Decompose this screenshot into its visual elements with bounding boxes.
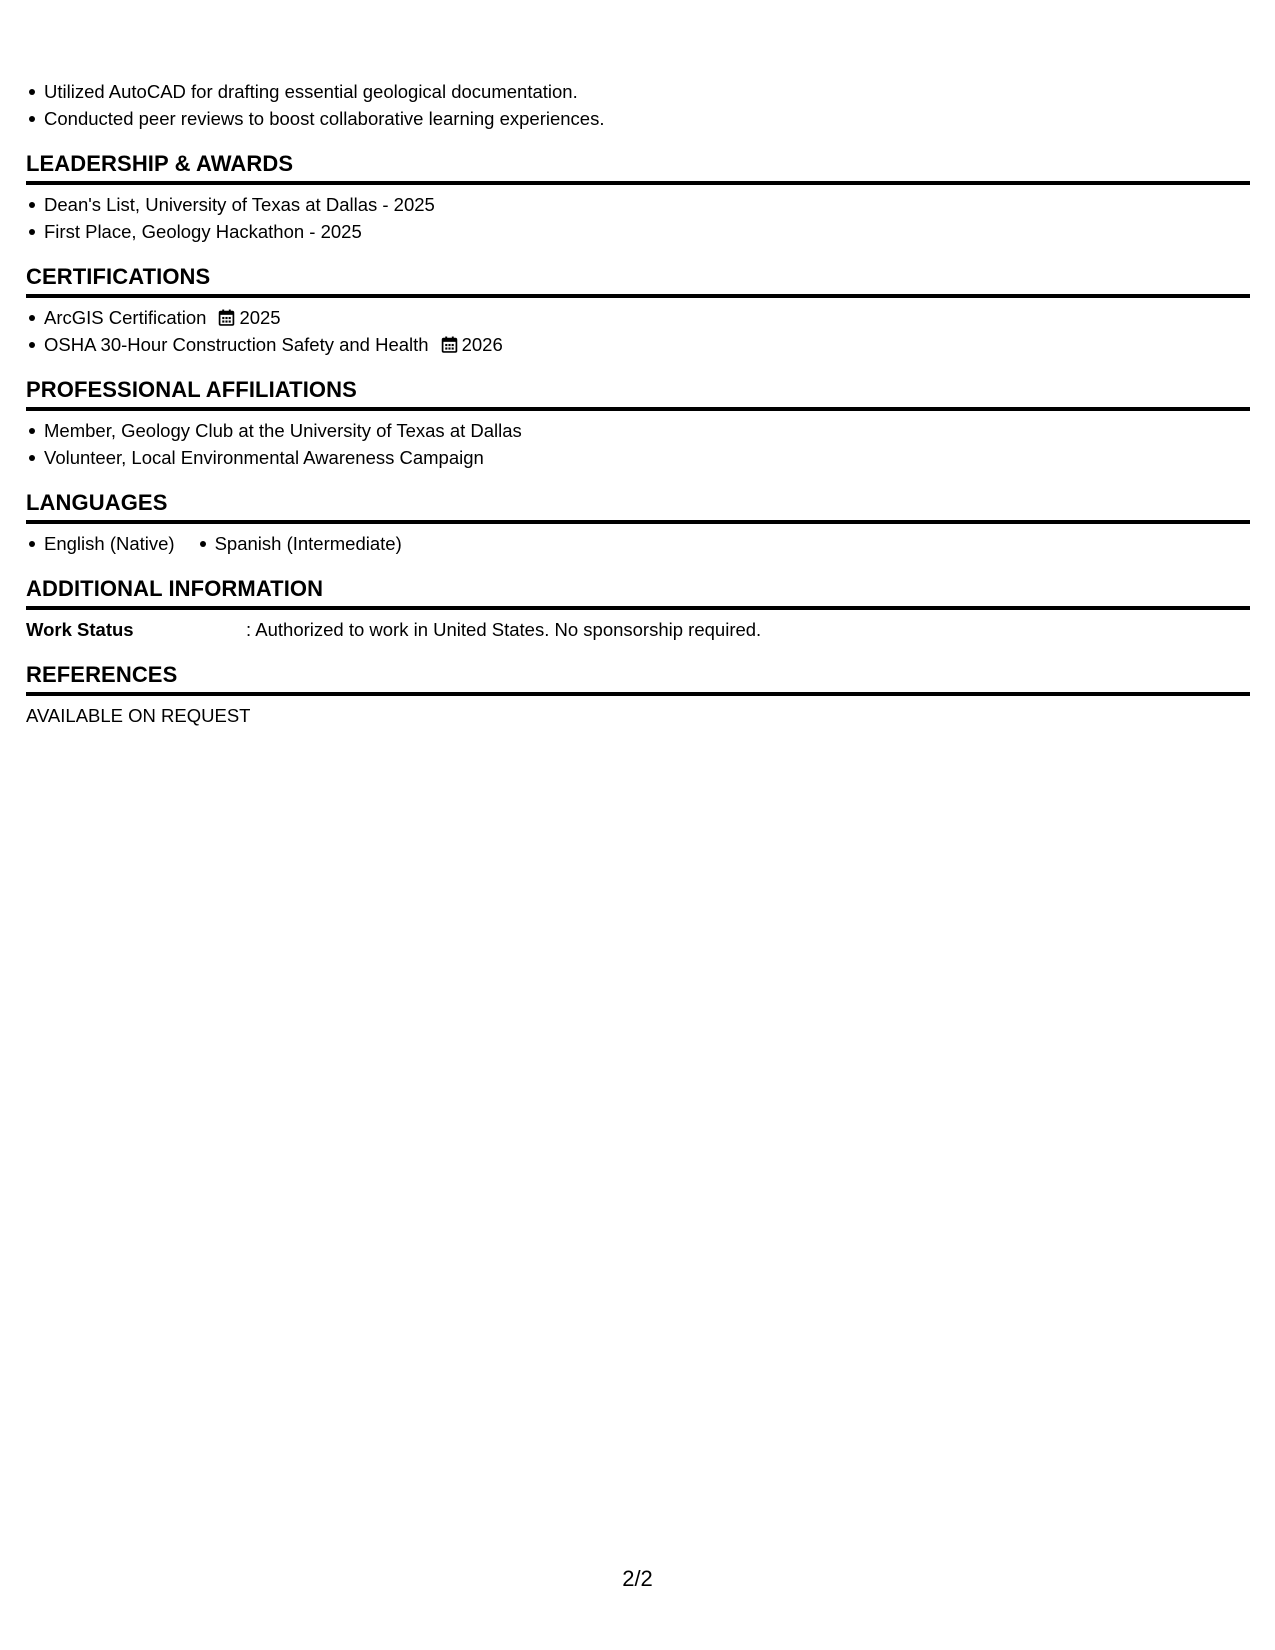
references-section [26,661,1250,729]
section-heading: CERTIFICATIONS [26,263,1250,298]
leadership-section [26,150,1250,245]
section-heading: ADDITIONAL INFORMATION [26,575,1250,610]
list-item: Member, Geology Club at the University of Texas at Dallas [44,417,1250,444]
list-item: Dean's List, University of Texas at Dallas - 2025 [44,191,1250,218]
section-heading: LEADERSHIP & AWARDS [26,150,1250,185]
list-item: Utilized AutoCAD for drafting essential geological documentation. [44,78,1250,105]
affiliations-list [26,417,1250,471]
additional-info-section [26,575,1250,643]
affiliations-section [26,376,1250,471]
references-text: AVAILABLE ON REQUEST [26,705,251,726]
work-status-value: : Authorized to work in United States. No sponsorship required. [246,619,762,640]
languages-list [26,530,1250,557]
list-item [44,331,1250,358]
list-item: Conducted peer reviews to boost collaborative learning experiences. [44,105,1250,132]
list-item: First Place, Geology Hackathon - 2025 [44,218,1250,245]
languages-section [26,489,1250,557]
work-status-label: Work Status [26,619,134,640]
experience-bullets [26,78,1250,132]
certification-name: OSHA 30-Hour Construction Safety and Health [44,334,429,355]
resume-page [26,78,1250,729]
section-heading: LANGUAGES [26,489,1250,524]
leadership-list [26,191,1250,245]
certification-year: 2026 [461,334,503,355]
page-number: 2/2 [622,1566,653,1591]
certifications-section [26,263,1250,358]
list-item: English (Native) [44,530,175,557]
calendar-icon [218,309,235,326]
work-status-row [26,616,1250,643]
certification-name: ArcGIS Certification [44,307,207,328]
section-heading: REFERENCES [26,661,1250,696]
certifications-list [26,304,1250,358]
certification-year: 2025 [239,307,281,328]
list-item [44,304,1250,331]
calendar-icon [441,336,458,353]
list-item: Volunteer, Local Environmental Awareness Campaign [44,444,1250,471]
list-item: Spanish (Intermediate) [215,530,402,557]
section-heading: PROFESSIONAL AFFILIATIONS [26,376,1250,411]
